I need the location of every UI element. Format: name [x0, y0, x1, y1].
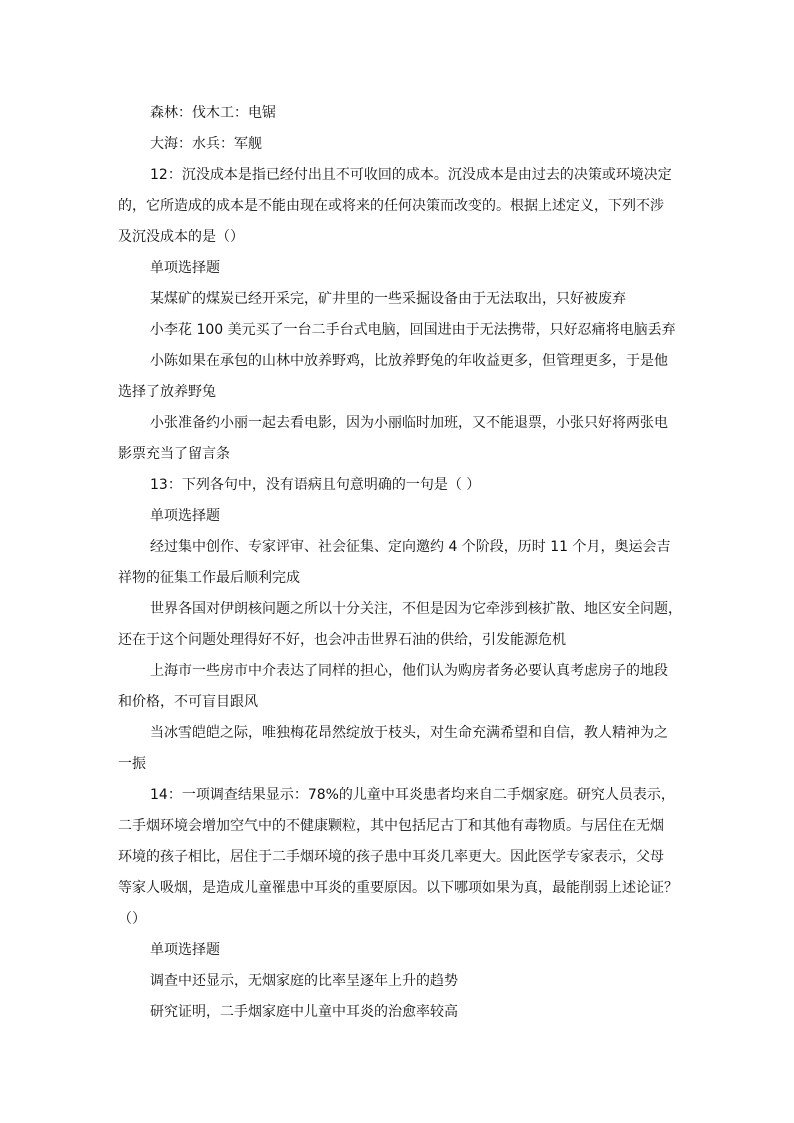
- answer-option: [118, 718, 668, 780]
- text-line: 13：下列各句中，没有语病且句意明确的一句是（ ）: [150, 477, 481, 493]
- text-line: 当冰雪皑皑之际，唯独梅花昂然绽放于枝头，对生命充满希望和自信，教人精神为之: [150, 725, 668, 741]
- text-line: 研究证明，二手烟家庭中儿童中耳炎的治愈率较高: [150, 1004, 458, 1020]
- text-paragraph: [118, 98, 628, 129]
- answer-option: [118, 346, 668, 408]
- text-line: （）: [118, 911, 146, 927]
- text-line: 12：沉没成本是指已经付出且不可收回的成本。沉没成本是由过去的决策或环境决定: [150, 167, 672, 183]
- answer-option: [118, 284, 628, 315]
- question-stem: [118, 470, 628, 501]
- text-line: 世界各国对伊朗核问题之所以十分关注，不但是因为它牵涉到核扩散、地区安全问题，: [150, 601, 682, 617]
- question-type-label: [118, 935, 628, 966]
- question-stem: [118, 160, 672, 253]
- text-line: 环境的孩子相比，居住于二手烟环境的孩子患中耳炎几率更大。因此医学专家表示，父母: [118, 849, 664, 865]
- text-line: 单项选择题: [150, 260, 220, 276]
- text-line: 单项选择题: [150, 508, 220, 524]
- answer-option: [118, 997, 628, 1028]
- answer-option: [118, 315, 676, 346]
- text-line: 的，它所造成的成本是不能由现在或将来的任何决策而改变的。根据上述定义，下列不涉: [118, 198, 664, 214]
- text-line: 上海市一些房市中介表达了同样的担心，他们认为购房者务必要认真考虑房子的地段: [150, 663, 668, 679]
- text-line: 单项选择题: [150, 942, 220, 958]
- text-line: 调查中还显示，无烟家庭的比率呈逐年上升的趋势: [150, 973, 458, 989]
- answer-option: [118, 966, 628, 997]
- text-line: 小陈如果在承包的山林中放养野鸡，比放养野兔的年收益更多，但管理更多，于是他: [150, 353, 668, 369]
- text-line: 大海：水兵：军舰: [150, 136, 262, 152]
- text-line: 14：一项调查结果显示：78%的儿童中耳炎患者均来自二手烟家庭。研究人员表示，: [150, 787, 675, 803]
- text-line: 森林：伐木工：电锯: [150, 105, 276, 121]
- text-line: 还在于这个问题处理得好不好，也会冲击世界石油的供给，引发能源危机: [118, 632, 566, 648]
- answer-option: [118, 532, 671, 594]
- text-line: 等家人吸烟，是造成儿童罹患中耳炎的重要原因。以下哪项如果为真，最能削弱上述论证？: [118, 880, 678, 896]
- text-paragraph: [118, 129, 628, 160]
- answer-option: [118, 594, 682, 656]
- text-line: 经过集中创作、专家评审、社会征集、定向邀约 4 个阶段，历时 11 个月，奥运会吉: [150, 539, 671, 555]
- text-line: 及沉没成本的是（）: [118, 229, 244, 245]
- question-type-label: [118, 253, 628, 284]
- text-line: 小张准备约小丽一起去看电影，因为小丽临时加班，又不能退票，小张只好将两张电: [150, 415, 668, 431]
- document-body: [118, 98, 682, 1028]
- text-line: 影票充当了留言条: [118, 446, 230, 462]
- text-line: 祥物的征集工作最后顺利完成: [118, 570, 300, 586]
- text-line: 小李花 100 美元买了一台二手台式电脑，回国进由于无法携带，只好忍痛将电脑丢弃: [150, 322, 676, 338]
- text-line: 和价格，不可盲目跟风: [118, 694, 258, 710]
- question-stem: [118, 780, 678, 935]
- text-line: 某煤矿的煤炭已经开采完，矿井里的一些采掘设备由于无法取出，只好被废弃: [150, 291, 626, 307]
- text-line: 选择了放养野兔: [118, 384, 216, 400]
- answer-option: [118, 656, 668, 718]
- text-line: 二手烟环境会增加空气中的不健康颗粒，其中包括尼古丁和其他有毒物质。与居住在无烟: [118, 818, 664, 834]
- text-line: 一振: [118, 756, 146, 772]
- question-type-label: [118, 501, 628, 532]
- answer-option: [118, 408, 668, 470]
